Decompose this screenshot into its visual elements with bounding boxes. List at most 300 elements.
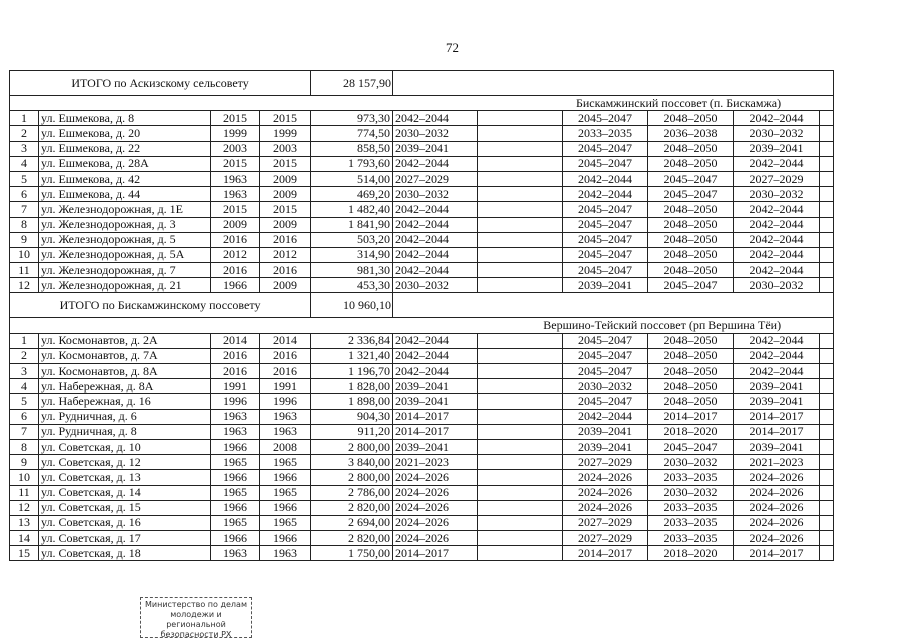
total-label: ИТОГО по Аскизскому сельсовету: [10, 71, 311, 96]
period-4: 2024–2026: [734, 500, 820, 515]
year-commissioned: 1963: [260, 424, 311, 439]
period-1: 2024–2026: [393, 500, 478, 515]
year-built: 1966: [211, 531, 260, 546]
period-2: 2042–2044: [563, 409, 648, 424]
row-filler: [820, 263, 834, 278]
row-number: 15: [10, 546, 39, 561]
period-1: 2039–2041: [393, 379, 478, 394]
floor-area: 1 750,00: [311, 546, 393, 561]
period-4: 2014–2017: [734, 546, 820, 561]
year-commissioned: 2016: [260, 232, 311, 247]
address: ул. Железнодорожная, д. 3: [39, 217, 211, 232]
stamp-line: Министерство по делам: [145, 600, 247, 609]
year-commissioned: 2003: [260, 141, 311, 156]
period-4: 2014–2017: [734, 424, 820, 439]
period-3: 2030–2032: [648, 455, 734, 470]
floor-area: 2 800,00: [311, 439, 393, 454]
total-label: ИТОГО по Бискамжинскому поссовету: [10, 293, 311, 318]
row-filler: [820, 187, 834, 202]
period-2: 2014–2017: [563, 546, 648, 561]
table-row: [10, 126, 834, 141]
year-built: 1966: [211, 439, 260, 454]
row-filler: [820, 455, 834, 470]
period-empty: [478, 278, 563, 293]
section-header-row: [10, 96, 834, 111]
period-4: 2039–2041: [734, 439, 820, 454]
table-row: [10, 156, 834, 171]
year-commissioned: 1991: [260, 379, 311, 394]
year-built: 2015: [211, 156, 260, 171]
row-filler: [820, 439, 834, 454]
address: ул. Железнодорожная, д. 5: [39, 232, 211, 247]
row-filler: [820, 126, 834, 141]
period-2: 2045–2047: [563, 348, 648, 363]
table-row: [10, 439, 834, 454]
address: ул. Космонавтов, д. 7А: [39, 348, 211, 363]
row-filler: [820, 531, 834, 546]
row-filler: [820, 515, 834, 530]
floor-area: 1 793,60: [311, 156, 393, 171]
floor-area: 469,20: [311, 187, 393, 202]
stamp-line: безопасности РХ: [160, 630, 232, 639]
address: ул. Ешмекова, д. 8: [39, 111, 211, 126]
period-3: 2018–2020: [648, 546, 734, 561]
floor-area: 2 786,00: [311, 485, 393, 500]
table-row: [10, 187, 834, 202]
row-filler: [820, 470, 834, 485]
year-built: 2016: [211, 348, 260, 363]
year-built: 1996: [211, 394, 260, 409]
floor-area: 904,30: [311, 409, 393, 424]
period-2: 2045–2047: [563, 247, 648, 262]
period-empty: [478, 247, 563, 262]
address: ул. Набережная, д. 16: [39, 394, 211, 409]
period-2: 2045–2047: [563, 232, 648, 247]
year-commissioned: 2015: [260, 156, 311, 171]
year-commissioned: 2008: [260, 439, 311, 454]
period-1: 2030–2032: [393, 187, 478, 202]
table-row: [10, 111, 834, 126]
year-built: 2016: [211, 263, 260, 278]
floor-area: 2 694,00: [311, 515, 393, 530]
address: ул. Советская, д. 15: [39, 500, 211, 515]
row-number: 11: [10, 485, 39, 500]
year-built: 1966: [211, 500, 260, 515]
address: ул. Железнодорожная, д. 21: [39, 278, 211, 293]
period-4: 2030–2032: [734, 126, 820, 141]
row-filler: [820, 348, 834, 363]
row-filler: [820, 202, 834, 217]
period-3: 2036–2038: [648, 126, 734, 141]
table-row: [10, 364, 834, 379]
year-commissioned: 2015: [260, 202, 311, 217]
period-1: 2042–2044: [393, 364, 478, 379]
address: ул. Железнодорожная, д. 7: [39, 263, 211, 278]
period-3: 2045–2047: [648, 278, 734, 293]
total-value: 28 157,90: [311, 71, 393, 96]
period-empty: [478, 394, 563, 409]
year-built: 2015: [211, 111, 260, 126]
row-filler: [820, 278, 834, 293]
floor-area: 2 820,00: [311, 531, 393, 546]
period-4: 2042–2044: [734, 156, 820, 171]
period-2: 2024–2026: [563, 500, 648, 515]
period-3: 2045–2047: [648, 439, 734, 454]
row-number: 5: [10, 394, 39, 409]
table-row: [10, 348, 834, 363]
period-empty: [478, 424, 563, 439]
floor-area: 503,20: [311, 232, 393, 247]
row-filler: [820, 247, 834, 262]
year-commissioned: 1965: [260, 485, 311, 500]
floor-area: 2 800,00: [311, 470, 393, 485]
table-row: [10, 515, 834, 530]
period-2: 2045–2047: [563, 111, 648, 126]
period-3: 2048–2050: [648, 141, 734, 156]
address: ул. Советская, д. 12: [39, 455, 211, 470]
period-4: 2042–2044: [734, 263, 820, 278]
period-2: 2045–2047: [563, 364, 648, 379]
row-number: 2: [10, 348, 39, 363]
period-4: 2021–2023: [734, 455, 820, 470]
address: ул. Рудничная, д. 8: [39, 424, 211, 439]
period-3: 2048–2050: [648, 232, 734, 247]
row-number: 4: [10, 156, 39, 171]
total-row: [10, 293, 834, 318]
address: ул. Ешмекова, д. 44: [39, 187, 211, 202]
table-row: [10, 424, 834, 439]
period-3: 2048–2050: [648, 364, 734, 379]
period-1: 2042–2044: [393, 247, 478, 262]
period-empty: [478, 348, 563, 363]
floor-area: 774,50: [311, 126, 393, 141]
period-empty: [478, 217, 563, 232]
year-built: 1966: [211, 278, 260, 293]
year-commissioned: 2015: [260, 111, 311, 126]
table-row: [10, 247, 834, 262]
address: ул. Космонавтов, д. 8А: [39, 364, 211, 379]
period-empty: [478, 546, 563, 561]
period-4: 2014–2017: [734, 409, 820, 424]
row-number: 14: [10, 531, 39, 546]
period-2: 2027–2029: [563, 455, 648, 470]
period-2: 2024–2026: [563, 470, 648, 485]
row-number: 9: [10, 455, 39, 470]
year-built: 1965: [211, 515, 260, 530]
year-commissioned: 2009: [260, 187, 311, 202]
year-commissioned: 1966: [260, 470, 311, 485]
row-number: 4: [10, 379, 39, 394]
period-1: 2014–2017: [393, 424, 478, 439]
period-4: 2042–2044: [734, 247, 820, 262]
housing-register-table: [9, 70, 834, 561]
period-2: 2045–2047: [563, 202, 648, 217]
address: ул. Советская, д. 13: [39, 470, 211, 485]
address: ул. Ешмекова, д. 20: [39, 126, 211, 141]
period-3: 2048–2050: [648, 202, 734, 217]
period-empty: [478, 500, 563, 515]
row-number: 7: [10, 202, 39, 217]
row-filler: [820, 217, 834, 232]
row-number: 10: [10, 247, 39, 262]
row-number: 6: [10, 409, 39, 424]
table-row: [10, 278, 834, 293]
period-2: 2039–2041: [563, 439, 648, 454]
row-number: 5: [10, 171, 39, 186]
period-4: 2042–2044: [734, 111, 820, 126]
ministry-stamp: [140, 597, 252, 638]
year-commissioned: 1966: [260, 500, 311, 515]
year-commissioned: 2009: [260, 171, 311, 186]
period-empty: [478, 515, 563, 530]
year-commissioned: 1999: [260, 126, 311, 141]
period-empty: [478, 531, 563, 546]
period-1: 2042–2044: [393, 217, 478, 232]
table-row: [10, 171, 834, 186]
period-2: 2045–2047: [563, 217, 648, 232]
table-row: [10, 141, 834, 156]
row-number: 3: [10, 364, 39, 379]
year-built: 1991: [211, 379, 260, 394]
section-title: Бискамжинский поссовет (п. Бискамжа): [10, 96, 834, 111]
floor-area: 1 828,00: [311, 379, 393, 394]
period-empty: [478, 111, 563, 126]
address: ул. Советская, д. 16: [39, 515, 211, 530]
period-1: 2024–2026: [393, 485, 478, 500]
year-built: 1963: [211, 546, 260, 561]
period-3: 2033–2035: [648, 500, 734, 515]
period-1: 2042–2044: [393, 202, 478, 217]
address: ул. Советская, д. 14: [39, 485, 211, 500]
period-1: 2039–2041: [393, 394, 478, 409]
floor-area: 1 841,90: [311, 217, 393, 232]
period-3: 2048–2050: [648, 111, 734, 126]
period-1: 2042–2044: [393, 263, 478, 278]
row-filler: [820, 424, 834, 439]
period-4: 2039–2041: [734, 394, 820, 409]
period-3: 2048–2050: [648, 156, 734, 171]
address: ул. Ешмекова, д. 22: [39, 141, 211, 156]
period-4: 2042–2044: [734, 202, 820, 217]
address: ул. Набережная, д. 8А: [39, 379, 211, 394]
period-1: 2042–2044: [393, 333, 478, 348]
period-4: 2030–2032: [734, 187, 820, 202]
period-empty: [478, 333, 563, 348]
year-commissioned: 1996: [260, 394, 311, 409]
period-empty: [478, 187, 563, 202]
row-filler: [820, 111, 834, 126]
period-empty: [478, 470, 563, 485]
year-built: 1963: [211, 409, 260, 424]
row-number: 13: [10, 515, 39, 530]
address: ул. Железнодорожная, д. 5А: [39, 247, 211, 262]
period-1: 2039–2041: [393, 141, 478, 156]
period-empty: [478, 171, 563, 186]
row-number: 6: [10, 187, 39, 202]
total-filler: [393, 293, 834, 318]
period-empty: [478, 263, 563, 278]
year-built: 2009: [211, 217, 260, 232]
period-1: 2042–2044: [393, 156, 478, 171]
year-built: 2012: [211, 247, 260, 262]
row-filler: [820, 500, 834, 515]
row-filler: [820, 409, 834, 424]
row-number: 10: [10, 470, 39, 485]
row-filler: [820, 171, 834, 186]
year-built: 1966: [211, 470, 260, 485]
period-2: 2039–2041: [563, 278, 648, 293]
address: ул. Советская, д. 18: [39, 546, 211, 561]
floor-area: 1 482,40: [311, 202, 393, 217]
floor-area: 3 840,00: [311, 455, 393, 470]
address: ул. Советская, д. 10: [39, 439, 211, 454]
year-commissioned: 2012: [260, 247, 311, 262]
table-row: [10, 202, 834, 217]
period-4: 2042–2044: [734, 364, 820, 379]
year-commissioned: 2016: [260, 263, 311, 278]
period-3: 2045–2047: [648, 171, 734, 186]
floor-area: 1 898,00: [311, 394, 393, 409]
period-4: 2042–2044: [734, 232, 820, 247]
year-commissioned: 1963: [260, 409, 311, 424]
floor-area: 314,90: [311, 247, 393, 262]
row-number: 8: [10, 217, 39, 232]
year-commissioned: 1965: [260, 455, 311, 470]
period-empty: [478, 439, 563, 454]
year-built: 1965: [211, 455, 260, 470]
table-row: [10, 263, 834, 278]
table-row: [10, 232, 834, 247]
address: ул. Железнодорожная, д. 1Е: [39, 202, 211, 217]
year-commissioned: 1966: [260, 531, 311, 546]
row-number: 12: [10, 278, 39, 293]
address: ул. Рудничная, д. 6: [39, 409, 211, 424]
period-2: 2045–2047: [563, 394, 648, 409]
period-1: 2024–2026: [393, 531, 478, 546]
address: ул. Космонавтов, д. 2А: [39, 333, 211, 348]
period-empty: [478, 455, 563, 470]
year-commissioned: 2014: [260, 333, 311, 348]
total-value: 10 960,10: [311, 293, 393, 318]
row-filler: [820, 379, 834, 394]
row-filler: [820, 232, 834, 247]
period-3: 2033–2035: [648, 531, 734, 546]
year-commissioned: 2009: [260, 278, 311, 293]
period-2: 2045–2047: [563, 156, 648, 171]
period-4: 2024–2026: [734, 531, 820, 546]
period-3: 2045–2047: [648, 187, 734, 202]
period-1: 2014–2017: [393, 409, 478, 424]
table-row: [10, 409, 834, 424]
period-3: 2014–2017: [648, 409, 734, 424]
period-empty: [478, 126, 563, 141]
period-3: 2018–2020: [648, 424, 734, 439]
row-number: 7: [10, 424, 39, 439]
row-filler: [820, 364, 834, 379]
period-1: 2042–2044: [393, 348, 478, 363]
period-4: 2042–2044: [734, 217, 820, 232]
row-filler: [820, 141, 834, 156]
period-2: 2045–2047: [563, 333, 648, 348]
stamp-line: молодежи и региональной: [166, 610, 226, 629]
row-number: 3: [10, 141, 39, 156]
period-3: 2048–2050: [648, 263, 734, 278]
year-built: 2015: [211, 202, 260, 217]
period-1: 2024–2026: [393, 470, 478, 485]
period-1: 2024–2026: [393, 515, 478, 530]
period-2: 2042–2044: [563, 187, 648, 202]
total-filler: [393, 71, 834, 96]
period-empty: [478, 364, 563, 379]
register-body: [10, 71, 834, 561]
period-empty: [478, 485, 563, 500]
period-2: 2042–2044: [563, 171, 648, 186]
floor-area: 2 820,00: [311, 500, 393, 515]
period-1: 2027–2029: [393, 171, 478, 186]
period-1: 2014–2017: [393, 546, 478, 561]
period-empty: [478, 379, 563, 394]
period-empty: [478, 202, 563, 217]
period-3: 2048–2050: [648, 217, 734, 232]
row-number: 2: [10, 126, 39, 141]
table-row: [10, 455, 834, 470]
period-4: 2024–2026: [734, 470, 820, 485]
period-4: 2039–2041: [734, 379, 820, 394]
floor-area: 514,00: [311, 171, 393, 186]
period-1: 2042–2044: [393, 111, 478, 126]
total-row: [10, 71, 834, 96]
period-3: 2048–2050: [648, 379, 734, 394]
period-2: 2039–2041: [563, 424, 648, 439]
row-number: 8: [10, 439, 39, 454]
year-commissioned: 2009: [260, 217, 311, 232]
floor-area: 1 321,40: [311, 348, 393, 363]
period-4: 2039–2041: [734, 141, 820, 156]
year-built: 2014: [211, 333, 260, 348]
table-row: [10, 531, 834, 546]
period-2: 2024–2026: [563, 485, 648, 500]
section-title: Вершино-Тейский поссовет (рп Вершина Тёи): [10, 318, 834, 333]
row-filler: [820, 156, 834, 171]
year-commissioned: 1963: [260, 546, 311, 561]
period-3: 2048–2050: [648, 394, 734, 409]
period-2: 2027–2029: [563, 515, 648, 530]
period-1: 2030–2032: [393, 278, 478, 293]
period-3: 2033–2035: [648, 470, 734, 485]
table-row: [10, 333, 834, 348]
row-number: 1: [10, 111, 39, 126]
floor-area: 911,20: [311, 424, 393, 439]
period-2: 2033–2035: [563, 126, 648, 141]
floor-area: 2 336,84: [311, 333, 393, 348]
address: ул. Ешмекова, д. 42: [39, 171, 211, 186]
address: ул. Ешмекова, д. 28А: [39, 156, 211, 171]
year-built: 1965: [211, 485, 260, 500]
period-2: 2045–2047: [563, 263, 648, 278]
row-filler: [820, 394, 834, 409]
table-row: [10, 217, 834, 232]
period-2: 2030–2032: [563, 379, 648, 394]
table-row: [10, 500, 834, 515]
page-number: 72: [446, 40, 459, 55]
period-1: 2030–2032: [393, 126, 478, 141]
period-3: 2030–2032: [648, 485, 734, 500]
period-3: 2048–2050: [648, 348, 734, 363]
period-empty: [478, 156, 563, 171]
period-4: 2024–2026: [734, 515, 820, 530]
period-1: 2021–2023: [393, 455, 478, 470]
floor-area: 858,50: [311, 141, 393, 156]
